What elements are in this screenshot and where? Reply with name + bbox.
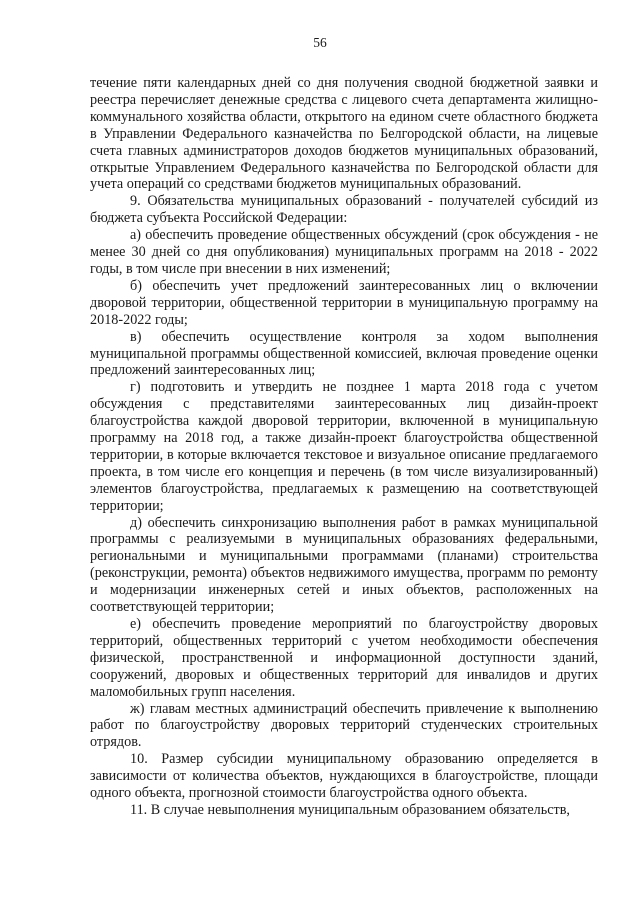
paragraph-subitem-g: г) подготовить и утвердить не позднее 1 марта 2018 года с учетом обсуждения с представителями заинтересованных лиц дизайн-проект благоустройства каждой дворовой территории, включенной в муниципальную программу на 2018 год, а также дизайн-проект благоустройства общественной территории, в которые включается текстовое и визуальное описание предлагаемого проекта, в том числе его концепция и перечень (в том числе визуализированный) элементов благоустройства, предлагаемых к размещению на соответствующей территории; xyxy=(90,379,598,514)
paragraph-item-10: 10. Размер субсидии муниципальному образованию определяется в зависимости от количества объектов, нуждающихся в благоустройстве, площади одного объекта, прогнозной стоимости благоустройства одного объекта. xyxy=(90,751,598,802)
document-body xyxy=(90,75,598,819)
paragraph-item-11: 11. В случае невыполнения муниципальным образованием обязательств, xyxy=(130,801,570,818)
paragraph-item-9: 9. Обязательства муниципальных образований - получателей субсидий из бюджета субъекта Российской Федерации: xyxy=(90,193,598,227)
paragraph-subitem-zh: ж) главам местных администраций обеспечить привлечение к выполнению работ по благоустройству дворовых территорий студенческих строительных отрядов. xyxy=(90,700,598,751)
paragraph-subitem-b: б) обеспечить учет предложений заинтересованных лиц о включении дворовой территории, общественной территории в муниципальную программу на 2018-2022 годы; xyxy=(90,277,598,328)
paragraph-subitem-a: а) обеспечить проведение общественных обсуждений (срок обсуждения - не менее 30 дней со дня опубликования) муниципальных программ на 2018 - 2022 годы, в том числе при внесении в них изменений; xyxy=(90,227,598,277)
paragraph-subitem-e: е) обеспечить проведение мероприятий по благоустройству дворовых территорий, общественных территорий с учетом необходимости обеспечения физической, пространственной и информационной доступности зданий, сооружений, дворовых и общественных территорий для инвалидов и других маломобильных групп населения. xyxy=(90,616,598,700)
page-number: 56 xyxy=(313,35,327,50)
paragraph-subitem-v: в) обеспечить осуществление контроля за ходом выполнения муниципальной программы общественной комиссией, включая проведение оценки предложений заинтересованных лиц; xyxy=(90,328,598,379)
paragraph-subitem-d: д) обеспечить синхронизацию выполнения работ в рамках муниципальной программы с реализуемыми в муниципальных образованиях федеральными, региональными и муниципальными программами (планами) строительства (реконструкции, ремонта) объектов недвижимого имущества, программ по ремонту и модернизации инженерных сетей и иных объектов, расположенных на соответствующей территории; xyxy=(90,514,598,616)
paragraph-continuation: течение пяти календарных дней со дня получения сводной бюджетной заявки и реестра перечисляет денежные средства с лицевого счета департамента жилищно-коммунального хозяйства области, открытого на едином счете областного бюджета в Управлении Федерального казначейства по Белгородской области, на лицевые счета главных администраторов доходов бюджетов муниципальных образований, открытые Управлением Федерального казначейства по Белгородской области для учета операций со средствами бюджетов муниципальных образований. xyxy=(90,75,598,193)
